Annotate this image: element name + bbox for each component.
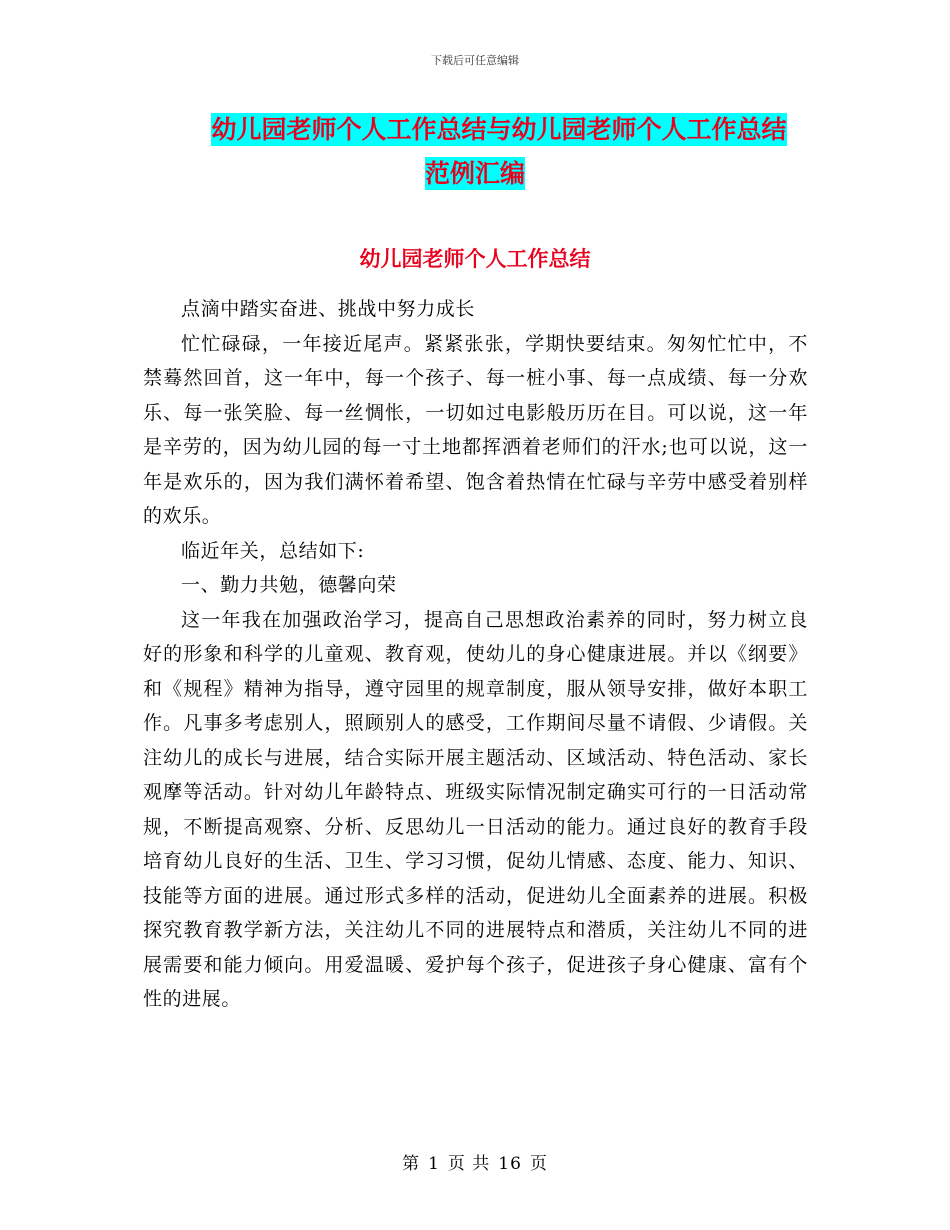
paragraph-subtitle: 点滴中踏实奋进、挑战中努力成长 xyxy=(181,298,476,320)
paragraph-heading-1: 一、勤力共勉，德馨向荣 xyxy=(181,574,397,596)
footer-prefix: 第 xyxy=(402,1154,421,1174)
paragraph-summary-lead: 临近年关，总结如下: xyxy=(181,539,365,562)
title-highlight-2: 范例汇编 xyxy=(424,159,525,188)
document-title-line1 xyxy=(0,108,950,152)
body-text xyxy=(143,292,808,1017)
document-title-line2 xyxy=(0,152,950,196)
footer-middle: 页 共 xyxy=(447,1154,491,1174)
header-note: 下载后可任意编辑 xyxy=(431,54,519,67)
paragraph-intro: 忙忙碌碌，一年接近尾声。紧紧张张，学期快要结束。匆匆忙忙中，不禁蓦然回首，这一年中，每一个孩子、每一桩小事、每一点成绩、每一分欢乐、每一张笑脸、每一丝惆怅，一切如过电影般历历在目。可以说，这一年是辛劳的，因为幼儿园的每一寸土地都挥洒着老师们的汗水;也可以说，这一年是欢乐的，因为我们满怀着希望、饱含着热情在忙碌与辛劳中感受着别样的欢乐。 xyxy=(143,332,808,527)
title-highlight-1: 幼儿园老师个人工作总结与幼儿园老师个人工作总结 xyxy=(211,115,787,144)
document-title xyxy=(0,108,950,196)
footer-total-pages: 16 xyxy=(498,1154,522,1174)
footer-page-number: 1 xyxy=(428,1154,440,1174)
page-footer xyxy=(0,1153,950,1175)
section-title: 幼儿园老师个人工作总结 xyxy=(359,247,591,271)
paragraph-body-1: 这一年我在加强政治学习，提高自己思想政治素养的同时，努力树立良好的形象和科学的儿童观、教育观，使幼儿的身心健康进展。并以《纲要》和《规程》精神为指导，遵守园里的规章制度，服从领导安排，做好本职工作。凡事多考虑别人，照顾别人的感受，工作期间尽量不请假、少请假。关注幼儿的成长与进展，结合实际开展主题活动、区域活动、特色活动、家长观摩等活动。针对幼儿年龄特点、班级实际情况制定确实可行的一日活动常规，不断提高观察、分析、反思幼儿一日活动的能力。通过良好的教育手段培育幼儿良好的生活、卫生、学习习惯，促幼儿情感、态度、能力、知识、技能等方面的进展。通过形式多样的活动，促进幼儿全面素养的进展。积极探究教育教学新方法，关注幼儿不同的进展特点和潜质，关注幼儿不同的进展需要和能力倾向。用爱温暖、爱护每个孩子，促进孩子身心健康、富有个性的进展。 xyxy=(143,608,808,1010)
footer-suffix: 页 xyxy=(529,1154,548,1174)
